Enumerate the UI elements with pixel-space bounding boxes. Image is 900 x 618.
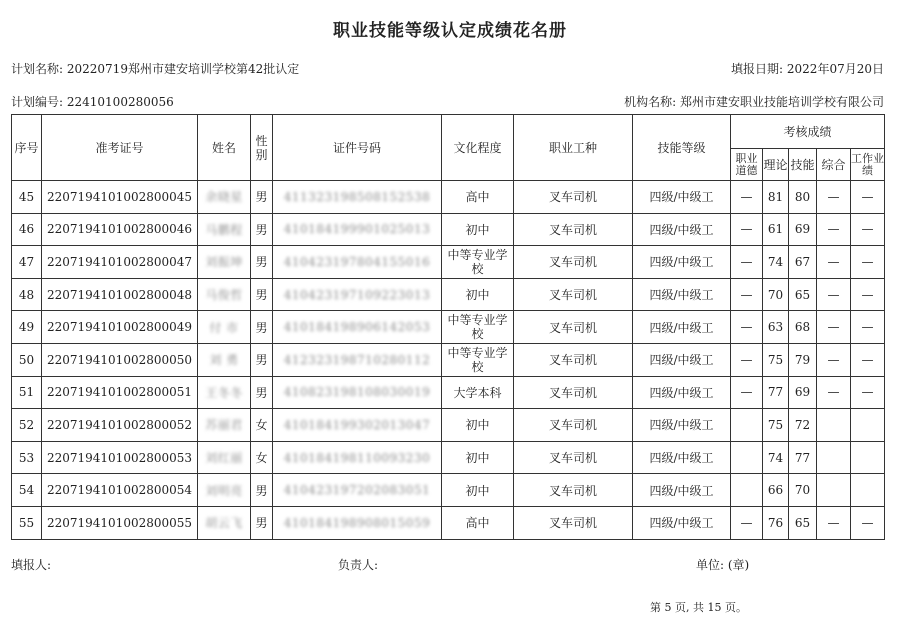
seq-cell: 50 — [12, 343, 42, 376]
education-cell: 初中 — [442, 409, 514, 442]
name-redacted: 马俊哲 — [205, 288, 243, 303]
performance-score-cell — [851, 441, 885, 474]
id-no-cell — [273, 409, 442, 442]
id-no-redacted: 410423197202083051 — [283, 483, 431, 498]
table-row — [12, 213, 885, 246]
skill-score-cell: 65 — [789, 506, 817, 539]
name-redacted: 刘红丽 — [205, 451, 243, 466]
performance-score-cell: — — [851, 278, 885, 311]
table-row — [12, 246, 885, 279]
table-row — [12, 376, 885, 409]
gender-cell: 男 — [251, 376, 273, 409]
id-no-redacted: 410184198908015059 — [283, 515, 431, 530]
roster-title: 职业技能等级认定成绩花名册 — [333, 21, 567, 41]
education-cell: 中等专业学校 — [442, 343, 514, 376]
education-cell: 中等专业学校 — [442, 311, 514, 344]
name-cell — [198, 376, 251, 409]
plan-name-label: 计划名称: — [11, 62, 64, 76]
seq-cell: 46 — [12, 213, 42, 246]
overall-score-cell: — — [817, 376, 851, 409]
level-cell: 四级/中级工 — [633, 181, 731, 214]
header-scores: 考核成绩 — [731, 115, 885, 149]
id-no-redacted: 410184198110093230 — [283, 450, 431, 465]
ethics-score-cell — [731, 441, 763, 474]
level-cell: 四级/中级工 — [633, 213, 731, 246]
plan-number — [11, 93, 174, 110]
table-row — [12, 474, 885, 507]
id-no-redacted: 410184198906142053 — [283, 320, 431, 335]
theory-score-cell: 63 — [763, 311, 789, 344]
name-cell — [198, 409, 251, 442]
table-row — [12, 506, 885, 539]
exam-no-cell: 2207194101002800048 — [42, 278, 198, 311]
header-theory: 理论 — [763, 149, 789, 181]
exam-no-cell: 2207194101002800053 — [42, 441, 198, 474]
name-redacted: 余晓星 — [205, 190, 243, 205]
id-no-cell — [273, 181, 442, 214]
ethics-score-cell: — — [731, 376, 763, 409]
exam-no-cell: 2207194101002800045 — [42, 181, 198, 214]
gender-cell: 男 — [251, 213, 273, 246]
performance-score-cell: — — [851, 213, 885, 246]
performance-score-cell: — — [851, 506, 885, 539]
name-cell — [198, 474, 251, 507]
job-cell: 叉车司机 — [514, 474, 633, 507]
name-redacted: 刘明亮 — [205, 483, 243, 498]
theory-score-cell: 70 — [763, 278, 789, 311]
skill-score-cell: 70 — [789, 474, 817, 507]
overall-score-cell: — — [817, 506, 851, 539]
exam-no-cell: 2207194101002800054 — [42, 474, 198, 507]
id-no-redacted: 410184199302013047 — [283, 417, 431, 432]
table-row — [12, 343, 885, 376]
job-cell: 叉车司机 — [514, 213, 633, 246]
filler-label: 填报人: — [11, 558, 52, 572]
ethics-score-cell: — — [731, 278, 763, 311]
education-cell: 高中 — [442, 181, 514, 214]
id-no-redacted: 410184199901025013 — [283, 222, 431, 237]
id-no-redacted: 410423197804155016 — [283, 254, 431, 269]
performance-score-cell: — — [851, 311, 885, 344]
overall-score-cell — [817, 441, 851, 474]
gender-cell: 女 — [251, 441, 273, 474]
theory-score-cell: 74 — [763, 441, 789, 474]
theory-score-cell: 75 — [763, 409, 789, 442]
overall-score-cell: — — [817, 311, 851, 344]
seq-cell: 52 — [12, 409, 42, 442]
skill-score-cell: 65 — [789, 278, 817, 311]
id-no-cell — [273, 246, 442, 279]
performance-score-cell — [851, 474, 885, 507]
exam-no-cell: 2207194101002800052 — [42, 409, 198, 442]
ethics-score-cell: — — [731, 246, 763, 279]
overall-score-cell — [817, 474, 851, 507]
name-cell — [198, 343, 251, 376]
id-no-cell — [273, 506, 442, 539]
header-performance: 工作业绩 — [851, 149, 885, 181]
name-redacted: 苏丽君 — [205, 418, 243, 433]
header-job: 职业工种 — [514, 115, 633, 181]
plan-name — [11, 60, 299, 77]
id-no-cell — [273, 311, 442, 344]
theory-score-cell: 75 — [763, 343, 789, 376]
table-row — [12, 181, 885, 214]
exam-no-cell: 2207194101002800051 — [42, 376, 198, 409]
seq-cell: 49 — [12, 311, 42, 344]
theory-score-cell: 61 — [763, 213, 789, 246]
id-no-cell — [273, 213, 442, 246]
header-overall: 综合 — [817, 149, 851, 181]
id-no-redacted: 411323198508152538 — [283, 189, 431, 204]
ethics-score-cell: — — [731, 506, 763, 539]
job-cell: 叉车司机 — [514, 441, 633, 474]
exam-no-cell: 2207194101002800049 — [42, 311, 198, 344]
seq-cell: 48 — [12, 278, 42, 311]
gender-cell: 男 — [251, 278, 273, 311]
theory-score-cell: 66 — [763, 474, 789, 507]
ethics-score-cell: — — [731, 181, 763, 214]
organization-value: 郑州市建安职业技能培训学校有限公司 — [679, 95, 884, 109]
id-no-redacted: 412323198710280112 — [283, 352, 431, 367]
theory-score-cell: 81 — [763, 181, 789, 214]
seq-cell: 45 — [12, 181, 42, 214]
theory-score-cell: 76 — [763, 506, 789, 539]
ethics-score-cell — [731, 474, 763, 507]
job-cell: 叉车司机 — [514, 278, 633, 311]
table-row — [12, 278, 885, 311]
header-seq: 序号 — [12, 115, 42, 181]
performance-score-cell: — — [851, 376, 885, 409]
skill-score-cell: 80 — [789, 181, 817, 214]
job-cell: 叉车司机 — [514, 181, 633, 214]
level-cell: 四级/中级工 — [633, 278, 731, 311]
level-cell: 四级/中级工 — [633, 376, 731, 409]
skill-score-cell: 69 — [789, 213, 817, 246]
organization — [624, 93, 884, 110]
header-id-no: 证件号码 — [273, 115, 442, 181]
performance-score-cell: — — [851, 246, 885, 279]
fill-date-value: 2022年07月20日 — [786, 62, 884, 76]
id-no-redacted: 410823198108030019 — [283, 385, 431, 400]
gender-cell: 男 — [251, 311, 273, 344]
level-cell: 四级/中级工 — [633, 506, 731, 539]
overall-score-cell: — — [817, 278, 851, 311]
id-no-cell — [273, 474, 442, 507]
education-cell: 初中 — [442, 474, 514, 507]
unit-label: 单位: (章) — [696, 558, 750, 572]
level-cell: 四级/中级工 — [633, 246, 731, 279]
name-cell — [198, 311, 251, 344]
plan-name-value: 20220719郑州市建安培训学校第42批认定 — [66, 62, 300, 76]
table-row — [12, 441, 885, 474]
gender-cell: 男 — [251, 246, 273, 279]
skill-score-cell: 77 — [789, 441, 817, 474]
theory-score-cell: 74 — [763, 246, 789, 279]
header-skill: 技能 — [789, 149, 817, 181]
name-redacted: 马鹏程 — [205, 222, 243, 237]
education-cell: 初中 — [442, 278, 514, 311]
education-cell: 高中 — [442, 506, 514, 539]
overall-score-cell: — — [817, 213, 851, 246]
name-cell — [198, 246, 251, 279]
id-no-cell — [273, 278, 442, 311]
education-cell: 中等专业学校 — [442, 246, 514, 279]
id-no-cell — [273, 441, 442, 474]
name-cell — [198, 181, 251, 214]
job-cell: 叉车司机 — [514, 311, 633, 344]
exam-no-cell: 2207194101002800046 — [42, 213, 198, 246]
header-ethics: 职业道德 — [731, 149, 763, 181]
id-no-cell — [273, 343, 442, 376]
performance-score-cell: — — [851, 181, 885, 214]
fill-date — [731, 60, 884, 77]
exam-no-cell: 2207194101002800055 — [42, 506, 198, 539]
level-cell: 四级/中级工 — [633, 343, 731, 376]
skill-score-cell: 69 — [789, 376, 817, 409]
education-cell: 大学本科 — [442, 376, 514, 409]
gender-cell: 男 — [251, 474, 273, 507]
plan-number-label: 计划编号: — [11, 95, 64, 109]
header-level: 技能等级 — [633, 115, 731, 181]
gender-cell: 男 — [251, 343, 273, 376]
skill-score-cell: 67 — [789, 246, 817, 279]
level-cell: 四级/中级工 — [633, 311, 731, 344]
seq-cell: 55 — [12, 506, 42, 539]
overall-score-cell: — — [817, 343, 851, 376]
name-redacted: 王冬冬 — [205, 385, 243, 400]
organization-label: 机构名称: — [624, 95, 677, 109]
page-indicator: 第 5 页, 共 15 页。 — [650, 601, 747, 614]
plan-number-value: 22410100280056 — [66, 95, 174, 109]
job-cell: 叉车司机 — [514, 376, 633, 409]
ethics-score-cell: — — [731, 311, 763, 344]
level-cell: 四级/中级工 — [633, 474, 731, 507]
table-row — [12, 409, 885, 442]
name-cell — [198, 441, 251, 474]
header-education: 文化程度 — [442, 115, 514, 181]
overall-score-cell: — — [817, 181, 851, 214]
seq-cell: 53 — [12, 441, 42, 474]
id-no-cell — [273, 376, 442, 409]
name-cell — [198, 213, 251, 246]
name-cell — [198, 278, 251, 311]
table-row — [12, 311, 885, 344]
level-cell: 四级/中级工 — [633, 409, 731, 442]
id-no-redacted: 410423197109223013 — [283, 287, 431, 302]
overall-score-cell: — — [817, 246, 851, 279]
skill-score-cell: 72 — [789, 409, 817, 442]
header-exam-no: 准考证号 — [42, 115, 198, 181]
performance-score-cell — [851, 409, 885, 442]
exam-no-cell: 2207194101002800050 — [42, 343, 198, 376]
performance-score-cell: — — [851, 343, 885, 376]
level-cell: 四级/中级工 — [633, 441, 731, 474]
job-cell: 叉车司机 — [514, 506, 633, 539]
roster-body — [12, 181, 885, 540]
score-roster-table — [11, 114, 885, 540]
overall-score-cell — [817, 409, 851, 442]
education-cell: 初中 — [442, 441, 514, 474]
job-cell: 叉车司机 — [514, 246, 633, 279]
ethics-score-cell — [731, 409, 763, 442]
ethics-score-cell: — — [731, 213, 763, 246]
gender-cell: 女 — [251, 409, 273, 442]
job-cell: 叉车司机 — [514, 409, 633, 442]
name-redacted: 付 市 — [209, 320, 239, 335]
seq-cell: 47 — [12, 246, 42, 279]
name-redacted: 刘振坤 — [205, 255, 243, 270]
manager-label: 负责人: — [338, 558, 379, 572]
header-name: 姓名 — [198, 115, 251, 181]
theory-score-cell: 77 — [763, 376, 789, 409]
seq-cell: 54 — [12, 474, 42, 507]
header-gender: 性别 — [251, 115, 273, 181]
skill-score-cell: 79 — [789, 343, 817, 376]
name-redacted: 胡云飞 — [205, 516, 243, 531]
gender-cell: 男 — [251, 506, 273, 539]
gender-cell: 男 — [251, 181, 273, 214]
name-cell — [198, 506, 251, 539]
education-cell: 初中 — [442, 213, 514, 246]
job-cell: 叉车司机 — [514, 343, 633, 376]
seq-cell: 51 — [12, 376, 42, 409]
skill-score-cell: 68 — [789, 311, 817, 344]
ethics-score-cell: — — [731, 343, 763, 376]
exam-no-cell: 2207194101002800047 — [42, 246, 198, 279]
fill-date-label: 填报日期: — [731, 62, 784, 76]
name-redacted: 刘 勇 — [209, 353, 239, 368]
